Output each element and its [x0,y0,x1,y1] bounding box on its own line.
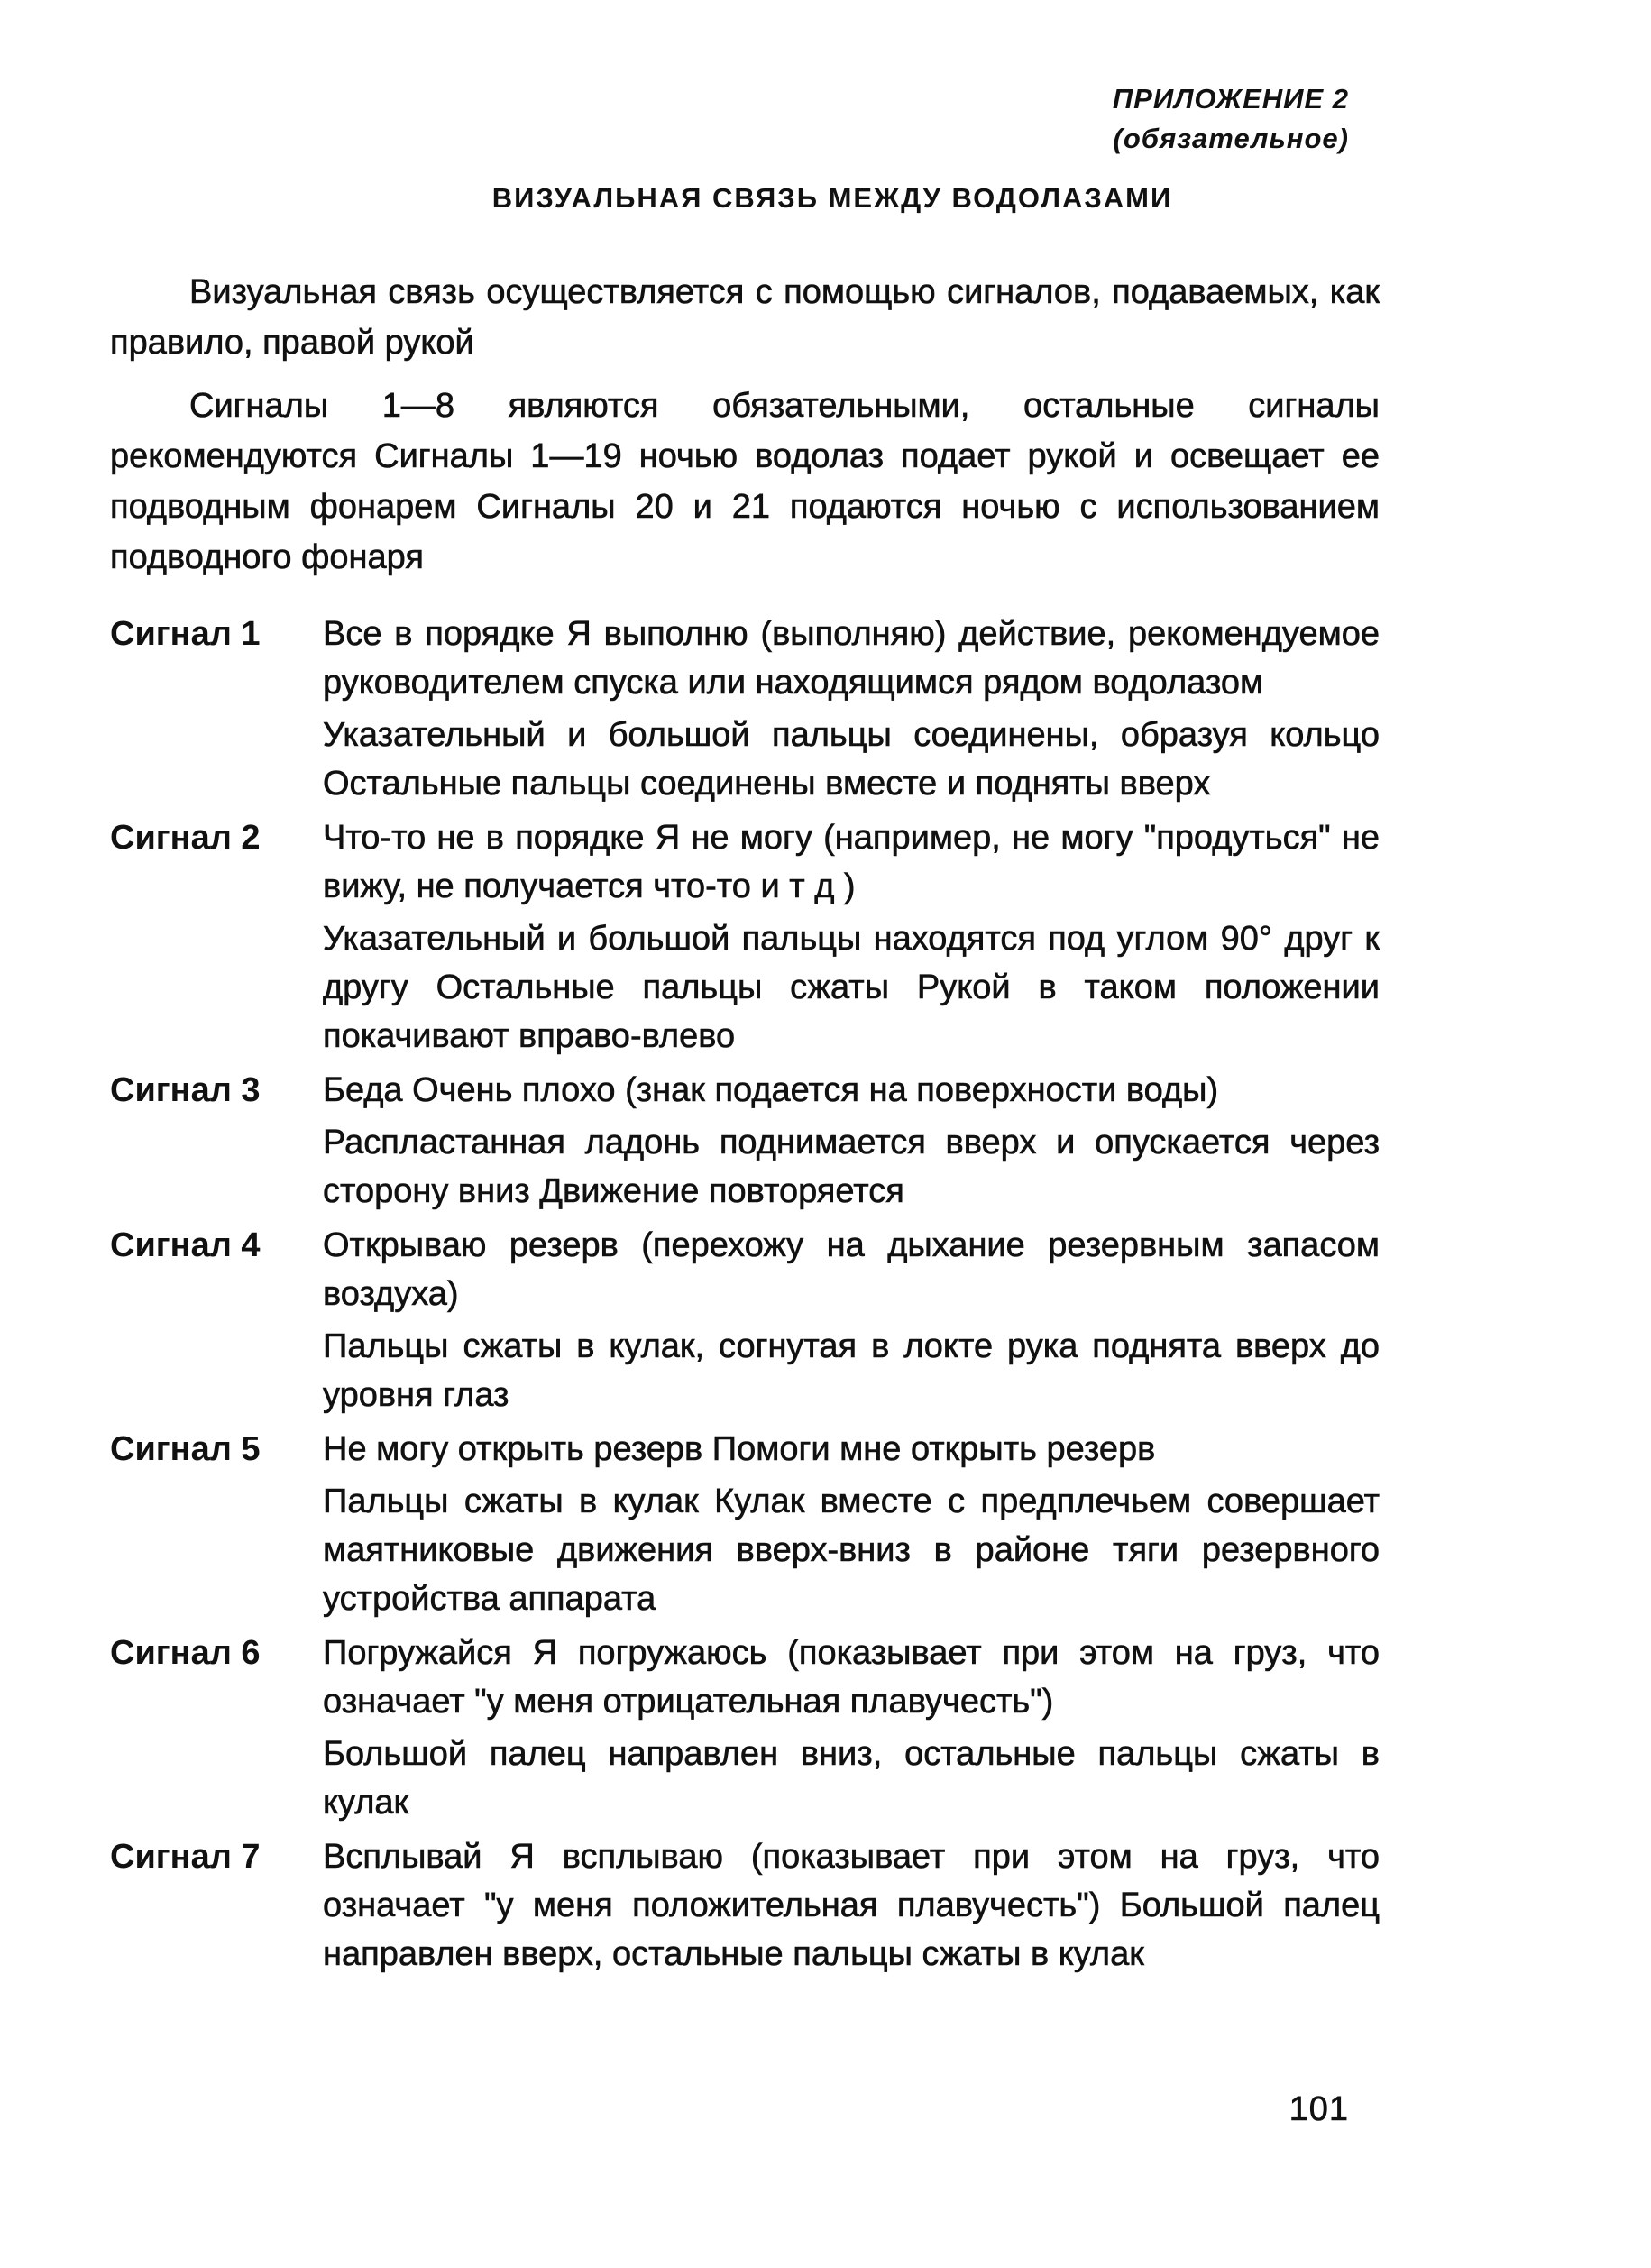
signal-description [323,1425,1380,1627]
signal-gesture: Указательный и большой пальцы находятся под углом 90° друг к другу Остальные пальцы сжаты Рукой в таком положении покачивают вправо-влево [323,920,1380,1055]
appendix-marker [1113,79,1349,159]
signal-label: Сигнал 6 [110,1634,261,1672]
signal-label: Сигнал 3 [110,1071,261,1109]
signal-entry [110,1066,1380,1219]
signal-description [323,1221,1380,1423]
signal-entry [110,1832,1380,1982]
signal-entry [110,1221,1380,1423]
signal-description [323,1066,1380,1219]
signal-description [323,1832,1380,1982]
signal-label: Сигнал 4 [110,1226,261,1264]
intro-paragraph: Визуальная связь осуществляется с помощью сигналов, подаваемых, как правило, правой рукой [110,273,1380,362]
signal-label: Сигнал 1 [110,615,261,653]
appendix-note: (обязательное) [1113,123,1349,154]
signal-meaning: Не могу открыть резерв Помоги мне открыть резерв [323,1430,1156,1468]
signal-gesture: Указательный и большой пальцы соединены, образуя кольцо Остальные пальцы соединены вместе и подняты вверх [323,716,1380,803]
signal-meaning: Все в порядке Я выполню (выполняю) действие, рекомендуемое руководителем спуска или находящимся рядом водолазом [323,615,1380,702]
intro-paragraph: Сигналы 1—8 являются обязательными, остальные сигналы рекомендуются Сигналы 1—19 ночью водолаз подает рукой и освещает ее подводным фонарем Сигналы 20 и 21 подаются ночью с использованием подводного фонаря [110,387,1380,576]
signal-meaning: Всплывай Я всплываю (показывает при этом на груз, что означает "у меня положительная плавучесть") Большой палец направлен вверх, остальные пальцы сжаты в кулак [323,1838,1380,1973]
signal-meaning: Погружайся Я погружаюсь (показывает при этом на груз, что означает "у меня отрицательная плавучесть") [323,1634,1380,1721]
signal-entry [110,813,1380,1064]
signal-entry [110,610,1380,812]
signal-label: Сигнал 5 [110,1430,261,1468]
signal-meaning: Что-то не в порядке Я не могу (например, не могу "продуться" не вижу, не получается что-то и т д ) [323,819,1380,905]
signal-description [323,1629,1380,1831]
signal-entry [110,1629,1380,1831]
signal-label: Сигнал 7 [110,1838,261,1876]
signal-meaning: Открываю резерв (перехожу на дыхание резервным запасом воздуха) [323,1226,1380,1313]
signal-description [323,813,1380,1064]
signal-label: Сигнал 2 [110,819,261,857]
signal-entry [110,1425,1380,1627]
signal-gesture: Пальцы сжаты в кулак Кулак вместе с предплечьем совершает маятниковые движения вверх-вниз в районе тяги резервного устройства аппарата [323,1483,1380,1618]
signal-gesture: Распластанная ладонь поднимается вверх и опускается через сторону вниз Движение повторяется [323,1124,1380,1210]
page-heading: ВИЗУАЛЬНАЯ СВЯЗЬ МЕЖДУ ВОДОЛАЗАМИ [491,182,1173,214]
appendix-title: ПРИЛОЖЕНИЕ 2 [1112,83,1349,115]
page-number: 101 [1289,2090,1349,2128]
signal-gesture: Пальцы сжаты в кулак, согнутая в локте рука поднята вверх до уровня глаз [323,1327,1380,1414]
signal-description [323,610,1380,812]
signal-list [110,610,1380,1984]
signal-meaning: Беда Очень плохо (знак подается на поверхности воды) [323,1071,1219,1109]
intro-text [110,267,1380,595]
signal-gesture: Большой палец направлен вниз, остальные пальцы сжаты в кулак [323,1735,1380,1822]
